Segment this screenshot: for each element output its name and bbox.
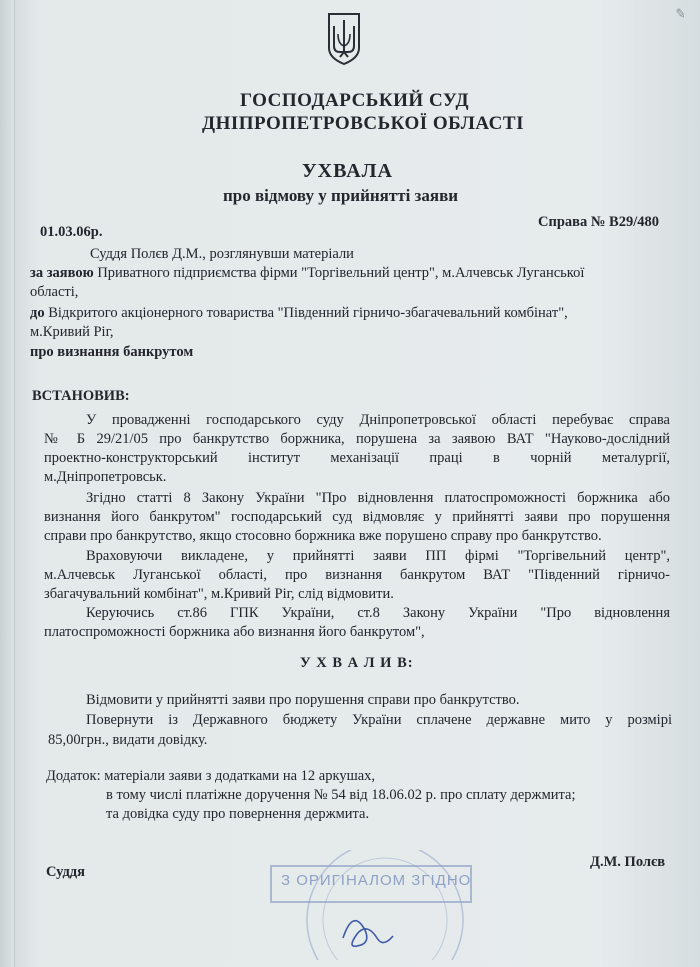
established-line: Згідно статті 8 Закону України "Про відновлення платоспроможності боржника або (86, 490, 670, 506)
judge-line: Суддя Полєв Д.М., розглянувши матеріали (90, 246, 354, 262)
respondent-line1 (30, 305, 568, 322)
established-line: справи про банкрутство, якщо стосовно боржника вже порушено справу про банкрутство. (44, 528, 602, 544)
established-line: проектно-конструкторський інститут механізації праці в чорній металургії, (44, 450, 670, 466)
applicant-line2: області, (30, 284, 79, 300)
established-line: У провадженні господарського суду Дніпропетровської області перебуває справа (86, 412, 670, 428)
ruled-line: 85,00грн., видати довідку. (48, 732, 208, 748)
round-seal-icon (265, 850, 485, 960)
applicant-prefix: за заявою (30, 265, 94, 281)
trident-emblem-icon (326, 12, 362, 66)
signature-name: Д.М. Полєв (590, 854, 666, 870)
respondent-text: Відкритого акціонерного товариства "Південний гірничо-збагачевальний комбінат", (48, 305, 568, 321)
established-line: Керуючись ст.86 ГПК України, ст.8 Закону України "Про відновлення (86, 605, 670, 621)
attachment-line: Додаток: матеріали заяви з додатками на 12 аркушах, (46, 768, 376, 784)
court-name-line1: ГОСПОДАРСЬКИЙ СУД (240, 90, 470, 111)
document-date: 01.03.06р. (40, 224, 103, 240)
established-line: платоспроможності боржника або визнання його банкрутом", (44, 624, 425, 640)
established-line: визнання його банкрутом" господарський суд відмовляє у прийнятті заяви про порушення (44, 509, 670, 525)
established-line: м.Алчевськ Луганської області, про визнання банкрутом ВАТ "Південний гірничо- (44, 567, 670, 583)
established-line: збагачувальний комбінат", м.Кривий Ріг, слід відмовити. (44, 586, 394, 602)
attachment-line: та довідка суду про повернення держмита. (106, 806, 370, 822)
respondent-prefix: до (30, 305, 45, 321)
attachment-line: в тому числі платіжне доручення № 54 від 18.06.02 р. про сплату держмита; (106, 787, 576, 803)
court-name-line2: ДНІПРОПЕТРОВСЬКОЇ ОБЛАСТІ (202, 113, 524, 134)
document-subtitle: про відмову у прийнятті заяви (223, 186, 459, 205)
case-subject: про визнання банкрутом (30, 344, 194, 360)
ruled-line: Повернути із Державного бюджету України сплачене державне мито у розмірі (86, 712, 672, 728)
established-heading: ВСТАНОВИВ: (32, 388, 130, 404)
court-stamp (265, 850, 485, 960)
established-line: Враховуючи викладене, у прийнятті заяви ПП фірмі "Торгівельний центр", (86, 548, 670, 564)
respondent-line2: м.Кривий Ріг, (30, 324, 114, 340)
applicant-line1 (30, 265, 584, 282)
stamp-text: З ОРИГІНАЛОМ ЗГІДНО (281, 872, 472, 889)
document-title: УХВАЛА (302, 160, 393, 182)
ruled-line: Відмовити у прийнятті заяви про порушення справи про банкрутство. (86, 692, 520, 708)
corner-handwritten-note: ✎ (674, 5, 688, 22)
case-number: Справа № В29/480 (538, 214, 659, 230)
established-line: м.Дніпропетровськ. (44, 469, 167, 485)
signature-label: Суддя (46, 864, 85, 880)
established-line: № Б 29/21/05 про банкрутство боржника, порушена за заявою ВАТ "Науково-дослідний (44, 431, 670, 447)
applicant-text: Приватного підприємства фірми "Торгівельний центр", м.Алчевськ Луганської (97, 265, 585, 281)
ruled-heading: У Х В А Л И В: (300, 655, 414, 671)
scan-edge (0, 0, 15, 967)
